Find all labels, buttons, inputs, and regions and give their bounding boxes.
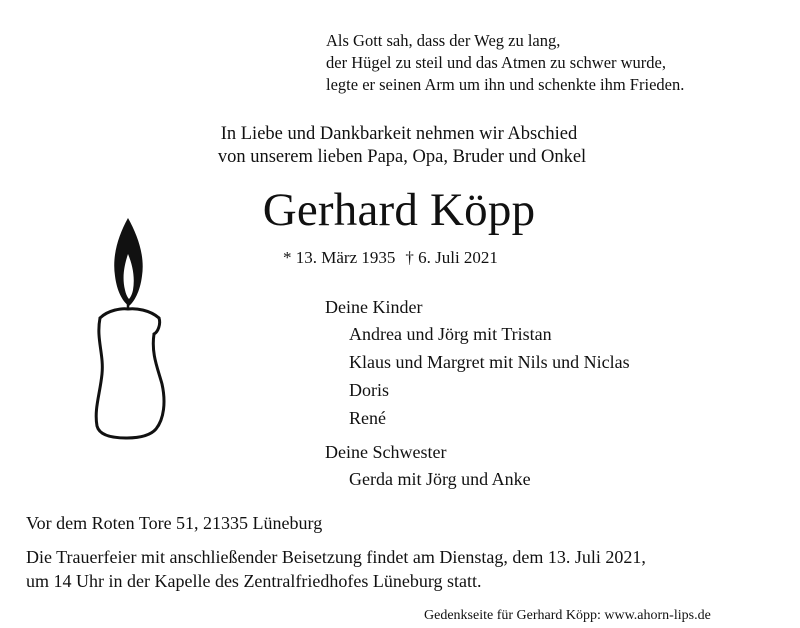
ceremony-line: Die Trauerfeier mit anschließender Beisetzung findet am Dienstag, dem 13. Juli 2021, [26,547,646,567]
intro-line: von unserem lieben Papa, Opa, Bruder und Onkel [217,147,587,167]
life-dates [283,247,498,269]
family-member: Klaus und Margret mit Nils und Niclas [349,352,630,372]
family-member: Andrea und Jörg mit Tristan [349,324,552,344]
intro-line: In Liebe und Dankbarkeit nehmen wir Abschied [220,124,578,144]
ceremony-info [26,545,646,593]
family-member: Doris [349,380,389,400]
poem-line: der Hügel zu steil und das Atmen zu schwer wurde, [326,53,666,72]
children-heading: Deine Kinder [325,297,423,317]
birth-date: * 13. März 1935 [283,248,396,267]
family-member: René [349,408,386,428]
intro-text [0,123,800,169]
poem [326,30,684,96]
ceremony-line: um 14 Uhr in der Kapelle des Zentralfriedhofes Lüneburg statt. [26,571,482,591]
poem-line: legte er seinen Arm um ihn und schenkte ihm Frieden. [326,75,685,94]
family-member: Gerda mit Jörg und Anke [349,469,531,489]
death-date: † 6. Juli 2021 [405,248,498,267]
deceased-name-text: Gerhard Köpp [262,184,536,236]
memorial-page-link[interactable]: Gedenkseite für Gerhard Köpp: www.ahorn-lips.de [424,608,711,623]
sister-heading: Deine Schwester [325,442,447,462]
address: Vor dem Roten Tore 51, 21335 Lüneburg [26,513,323,533]
poem-line: Als Gott sah, dass der Weg zu lang, [326,31,561,50]
candle-icon [88,214,178,449]
